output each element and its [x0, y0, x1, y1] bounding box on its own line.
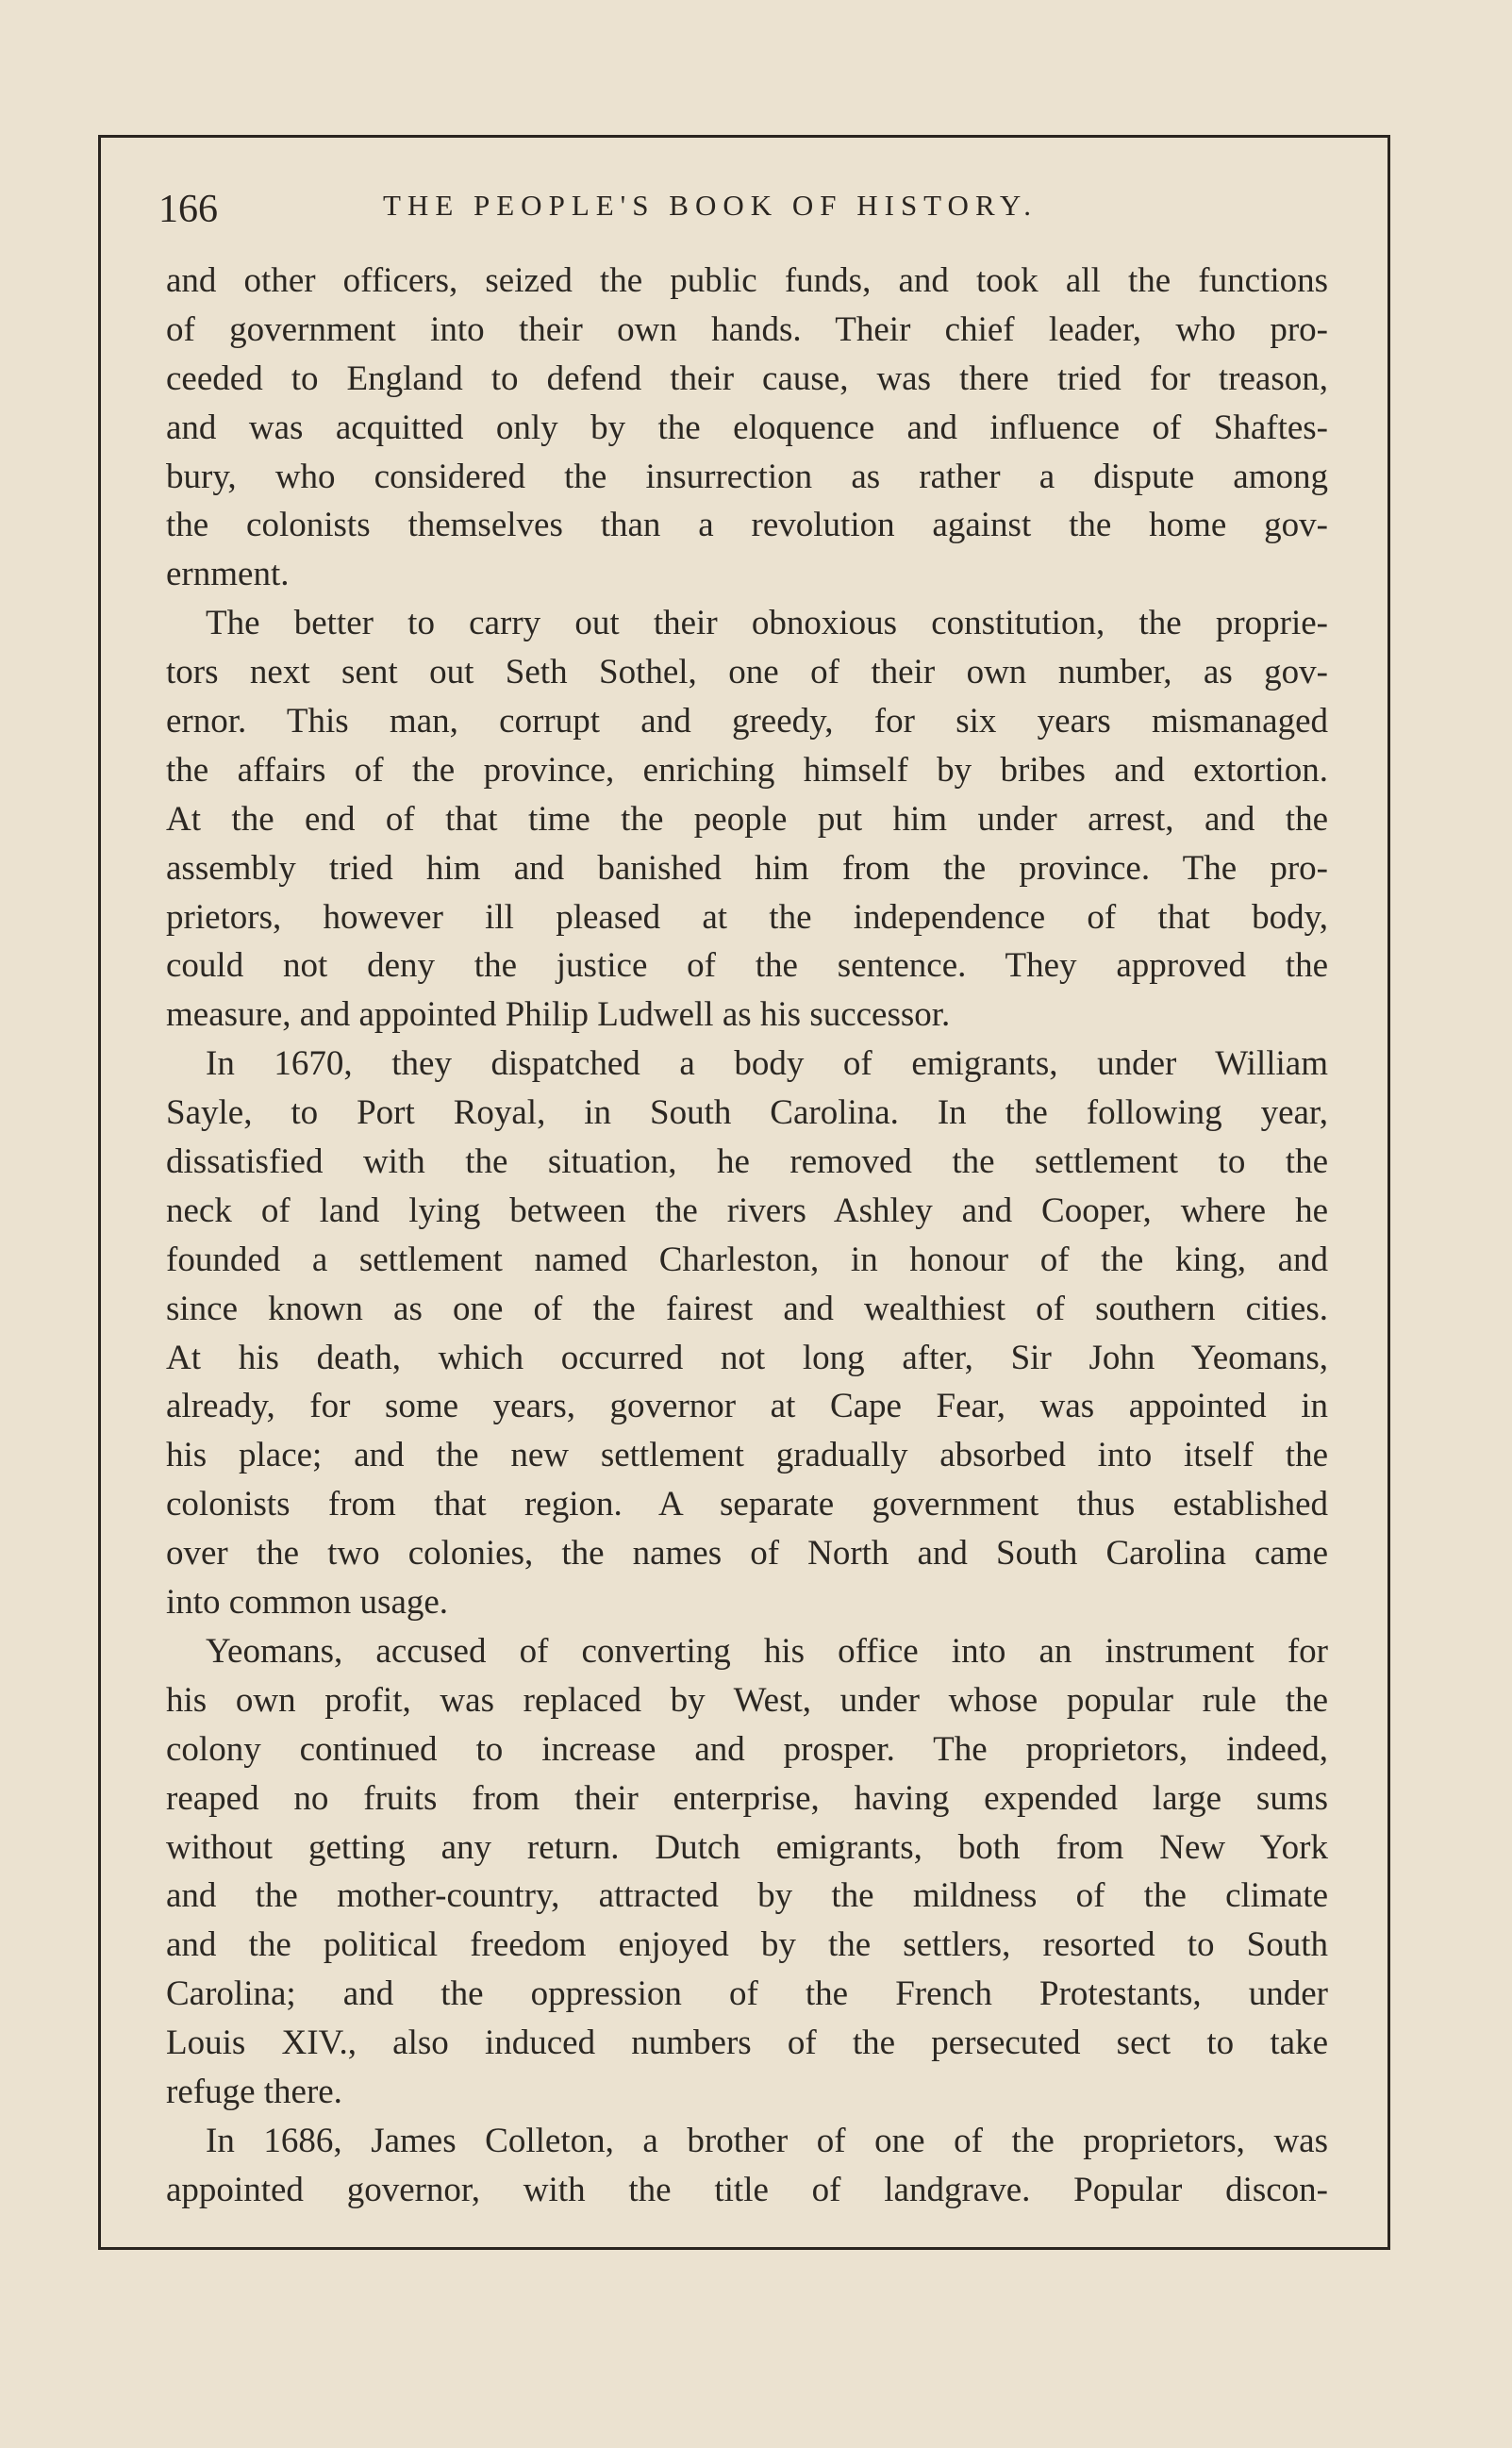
text-line: refuge there.: [166, 2072, 342, 2111]
text-line: his place; and the new settlement gradually absorbed into itself the: [166, 1436, 1328, 1475]
text-line: already, for some years, governor at Cape Fear, was appointed in: [166, 1387, 1328, 1426]
text-line: since known as one of the fairest and wealthiest of southern cities.: [166, 1289, 1328, 1328]
text-line: The better to carry out their obnoxious constitution, the proprie-: [206, 604, 1328, 643]
text-line: measure, and appointed Philip Ludwell as his successor.: [166, 995, 951, 1035]
text-line: colonists from that region. A separate government thus established: [166, 1485, 1328, 1524]
text-line: At his death, which occurred not long after, Sir John Yeomans,: [166, 1338, 1328, 1377]
text-line: his own profit, was replaced by West, under whose popular rule the: [166, 1680, 1328, 1720]
text-line: the affairs of the province, enriching himself by bribes and extortion.: [166, 750, 1328, 790]
text-line: ernor. This man, corrupt and greedy, for six years mismanaged: [166, 702, 1328, 741]
text-line: into common usage.: [166, 1583, 449, 1623]
text-line: appointed governor, with the title of landgrave. Popular discon-: [166, 2170, 1328, 2209]
text-line: assembly tried him and banished him from the province. The pro-: [166, 848, 1328, 888]
text-line: Carolina; and the oppression of the French Protestants, under: [166, 1974, 1328, 2014]
text-line: and was acquitted only by the eloquence and influence of Shaftes-: [166, 408, 1328, 447]
text-line: colony continued to increase and prosper. The proprietors, indeed,: [166, 1729, 1328, 1769]
text-line: Louis XIV., also induced numbers of the persecuted sect to take: [166, 2023, 1328, 2063]
running-header: [158, 181, 1328, 247]
text-line: prietors, however ill pleased at the independence of that body,: [166, 897, 1328, 937]
text-line: dissatisfied with the situation, he removed the settlement to the: [166, 1142, 1328, 1182]
text-line: could not deny the justice of the sentence. They approved the: [166, 946, 1328, 986]
text-line: and the mother-country, attracted by the mildness of the climate: [166, 1876, 1328, 1916]
text-line: over the two colonies, the names of North and South Carolina came: [166, 1534, 1328, 1574]
running-title: THE PEOPLE'S BOOK OF HISTORY.: [383, 189, 1038, 222]
text-line: In 1686, James Colleton, a brother of one of the proprietors, was: [206, 2121, 1328, 2160]
body-text: [166, 257, 1328, 2215]
text-line: ceeded to England to defend their cause, was there tried for treason,: [166, 358, 1328, 398]
text-line: bury, who considered the insurrection as rather a dispute among: [166, 457, 1328, 496]
text-line: and other officers, seized the public funds, and took all the functions: [166, 261, 1328, 300]
text-line: tors next sent out Seth Sothel, one of their own number, as gov-: [166, 653, 1328, 692]
page-number: 166: [158, 188, 218, 231]
text-line: without getting any return. Dutch emigrants, both from New York: [166, 1827, 1328, 1867]
text-line: Yeomans, accused of converting his office into an instrument for: [206, 1631, 1328, 1671]
text-line: ernment.: [166, 555, 290, 594]
text-line: of government into their own hands. Their chief leader, who pro-: [166, 309, 1328, 349]
text-line: founded a settlement named Charleston, in honour of the king, and: [166, 1240, 1328, 1279]
text-line: At the end of that time the people put him under arrest, and the: [166, 799, 1328, 839]
text-line: neck of land lying between the rivers Ashley and Cooper, where he: [166, 1191, 1328, 1230]
text-line: reaped no fruits from their enterprise, having expended large sums: [166, 1778, 1328, 1818]
text-line: and the political freedom enjoyed by the settlers, resorted to South: [166, 1925, 1328, 1965]
text-line: In 1670, they dispatched a body of emigrants, under William: [206, 1044, 1328, 1084]
text-line: the colonists themselves than a revolution against the home gov-: [166, 506, 1328, 545]
text-line: Sayle, to Port Royal, in South Carolina. In the following year,: [166, 1093, 1328, 1133]
